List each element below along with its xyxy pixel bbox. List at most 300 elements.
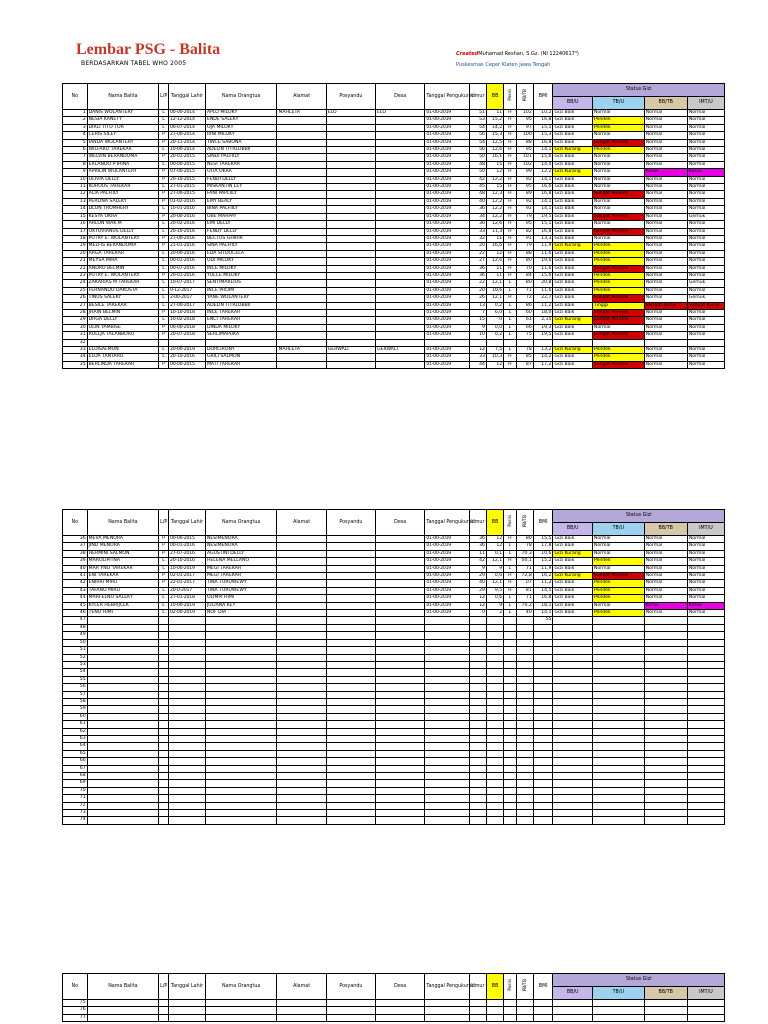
cell-bb xyxy=(486,676,503,683)
cell-pbtb: 60 xyxy=(516,309,533,316)
cell-bbtb: Kurus xyxy=(644,169,687,176)
cell-posisi: H xyxy=(504,536,516,543)
cell-pbtb: 07 xyxy=(516,580,533,587)
cell-lp: P xyxy=(159,139,169,146)
cell-bbtb xyxy=(644,1014,687,1021)
cell-umur: 29 xyxy=(469,587,486,594)
cell-nama-orangtua: FENDI DELLY xyxy=(205,176,276,183)
table-row xyxy=(63,206,725,213)
cell-posyandu xyxy=(326,191,375,198)
cell-posisi xyxy=(504,1014,516,1021)
cell-imtu: Normal xyxy=(687,354,724,361)
cell-bmi: 14,5 xyxy=(533,587,553,594)
cell-pbtb: 81 xyxy=(516,587,533,594)
cell-bb: 0,0 xyxy=(486,324,503,331)
cell-posyandu xyxy=(326,302,375,309)
cell-bb: 12 xyxy=(486,169,503,176)
cell-desa xyxy=(376,221,425,228)
cell-bmi xyxy=(533,624,553,631)
cell-imtu: Normal xyxy=(687,536,724,543)
cell-desa xyxy=(376,317,425,324)
cell-umur: 22 xyxy=(469,280,486,287)
cell-nama-orangtua xyxy=(205,654,276,661)
cell-tanggal-lahir: 00-01-2016 xyxy=(168,258,205,265)
cell-posyandu xyxy=(326,773,375,780)
cell-desa xyxy=(376,669,425,676)
cell-nama-orangtua: TINA TURUWEWY xyxy=(205,587,276,594)
cell-tanggal-pengukuran xyxy=(425,624,469,631)
col-alamat: Alamat xyxy=(277,510,326,536)
cell-desa xyxy=(376,684,425,691)
cell-no: 19 xyxy=(63,243,88,250)
cell-desa xyxy=(376,728,425,735)
cell-nama-orangtua: YANE WOLANTERY xyxy=(205,295,276,302)
cell-nama-orangtua xyxy=(205,817,276,824)
cell-bbtb: Normal xyxy=(644,191,687,198)
cell-bbtb: Kurus xyxy=(644,602,687,609)
table-row xyxy=(63,1007,725,1014)
cell-tanggal-pengukuran xyxy=(425,1014,469,1021)
cell-imtu xyxy=(687,817,724,824)
cell-posyandu xyxy=(326,287,375,294)
cell-lp xyxy=(159,339,169,346)
cell-desa xyxy=(376,339,425,346)
cell-nama-orangtua xyxy=(205,617,276,624)
cell-bbu: Gizi Baik xyxy=(553,302,592,309)
cell-nama-orangtua: OBE MARPAY xyxy=(205,213,276,220)
cell-alamat xyxy=(277,309,326,316)
table-row xyxy=(63,698,725,705)
cell-nama-balita xyxy=(87,1000,158,1007)
cell-umur: 50 xyxy=(469,169,486,176)
cell-no: 32 xyxy=(63,339,88,346)
cell-tanggal-pengukuran: 01-00-2019 xyxy=(425,154,469,161)
cell-no: 23 xyxy=(63,272,88,279)
cell-pbtb xyxy=(516,684,533,691)
cell-nama-balita xyxy=(87,743,158,750)
cell-posyandu xyxy=(326,1014,375,1021)
cell-tanggal-pengukuran xyxy=(425,661,469,668)
cell-posisi: H xyxy=(504,110,516,117)
cell-umur: 36 xyxy=(469,272,486,279)
cell-tanggal-lahir xyxy=(168,661,205,668)
col-alamat: Alamat xyxy=(277,974,326,1000)
cell-imtu: Normal xyxy=(687,161,724,168)
table-row xyxy=(63,191,725,198)
cell-bmi xyxy=(533,669,553,676)
cell-alamat xyxy=(277,124,326,131)
cell-bb xyxy=(486,810,503,817)
cell-tbu: Pendek xyxy=(592,272,644,279)
cell-posyandu xyxy=(326,610,375,617)
cell-bb: 15 xyxy=(486,161,503,168)
cell-tanggal-pengukuran: 01-00-2019 xyxy=(425,602,469,609)
cell-no: 22 xyxy=(63,265,88,272)
cell-tbu: Sangat Pendek xyxy=(592,361,644,368)
cell-nama-balita xyxy=(87,802,158,809)
cell-tbu xyxy=(592,773,644,780)
cell-tanggal-lahir: 20-00-2016 xyxy=(168,250,205,257)
cell-lp: L xyxy=(159,595,169,602)
cell-nama-balita: ENIRRI MIRU xyxy=(87,580,158,587)
cell-tbu xyxy=(592,624,644,631)
cell-bbtb: Normal xyxy=(644,543,687,550)
cell-bmi xyxy=(533,728,553,735)
cell-tbu xyxy=(592,698,644,705)
cell-nama-orangtua: FANI PAPLIILY xyxy=(205,191,276,198)
cell-pbtb: 101 xyxy=(516,154,533,161)
cell-bb xyxy=(486,339,503,346)
cell-desa xyxy=(376,265,425,272)
cell-bb xyxy=(486,661,503,668)
cell-desa xyxy=(376,817,425,824)
cell-bbu: Gizi Baik xyxy=(553,565,592,572)
cell-nama-balita: OLIVIA DELLY xyxy=(87,176,158,183)
cell-nama-balita: DIRLI TITO TOR xyxy=(87,124,158,131)
cell-no: 42 xyxy=(63,580,88,587)
cell-bmi xyxy=(533,780,553,787)
cell-bbtb: Normal xyxy=(644,161,687,168)
cell-desa xyxy=(376,361,425,368)
cell-bbu: Gizi Baik xyxy=(553,176,592,183)
cell-bbtb: Normal xyxy=(644,610,687,617)
cell-tbu xyxy=(592,728,644,735)
cell-tbu: Pendek xyxy=(592,595,644,602)
col-alamat: Alamat xyxy=(277,84,326,110)
cell-tanggal-lahir: 27-00-2015 xyxy=(168,191,205,198)
cell-lp: P xyxy=(159,243,169,250)
cell-bmi: 10,2 xyxy=(533,110,553,117)
cell-posisi xyxy=(504,787,516,794)
cell-posyandu xyxy=(326,580,375,587)
cell-imtu: Normal xyxy=(687,243,724,250)
cell-nama-orangtua xyxy=(205,765,276,772)
cell-umur: 0 xyxy=(469,610,486,617)
cell-imtu xyxy=(687,691,724,698)
cell-imtu: Normal xyxy=(687,565,724,572)
cell-imtu: Gemuk xyxy=(687,280,724,287)
cell-umur: 36 xyxy=(469,536,486,543)
cell-pbtb xyxy=(516,1007,533,1014)
cell-imtu xyxy=(687,684,724,691)
cell-umur: 51 xyxy=(469,110,486,117)
cell-no: 38 xyxy=(63,550,88,557)
cell-no: 35 xyxy=(63,361,88,368)
table-row xyxy=(63,773,725,780)
cell-pbtb xyxy=(516,1014,533,1021)
cell-posyandu xyxy=(326,691,375,698)
cell-bbu: Gizi Baik xyxy=(553,265,592,272)
cell-tanggal-lahir xyxy=(168,810,205,817)
cell-bbu xyxy=(553,661,592,668)
cell-desa xyxy=(376,758,425,765)
cell-tanggal-pengukuran: 01-00-2019 xyxy=(425,580,469,587)
cell-bb: 11 xyxy=(486,110,503,117)
cell-alamat: MAHLETA xyxy=(277,347,326,354)
cell-lp xyxy=(159,787,169,794)
page-subtitle: BERDASARKAN TABEL WHO 2005 xyxy=(81,60,187,67)
cell-posyandu xyxy=(326,147,375,154)
cell-posyandu xyxy=(326,728,375,735)
cell-bbtb: Normal xyxy=(644,110,687,117)
cell-imtu: Normal xyxy=(687,550,724,557)
cell-posisi: H xyxy=(504,295,516,302)
cell-imtu xyxy=(687,765,724,772)
cell-desa xyxy=(376,324,425,331)
table-row xyxy=(63,647,725,654)
cell-tanggal-lahir: 21-01-2016 xyxy=(168,243,205,250)
cell-pbtb: 79 xyxy=(516,243,533,250)
cell-posyandu xyxy=(326,743,375,750)
cell-no: 73 xyxy=(63,810,88,817)
cell-bbu: Gizi Baik xyxy=(553,228,592,235)
cell-imtu: Normal xyxy=(687,206,724,213)
table-row xyxy=(63,184,725,191)
cell-tanggal-pengukuran xyxy=(425,669,469,676)
cell-posisi: H xyxy=(504,258,516,265)
cell-no: 33 xyxy=(63,347,88,354)
table-row xyxy=(63,684,725,691)
cell-no: 7 xyxy=(63,154,88,161)
cell-tanggal-pengukuran xyxy=(425,787,469,794)
cell-nama-balita xyxy=(87,817,158,824)
table-row xyxy=(63,617,725,624)
cell-nama-orangtua: BECTUS GHIRIR xyxy=(205,235,276,242)
cell-tbu: Sangat Pendek xyxy=(592,295,644,302)
cell-pbtb xyxy=(516,728,533,735)
cell-imtu xyxy=(687,787,724,794)
cell-bbu: Gizi Baik xyxy=(553,295,592,302)
cell-tanggal-pengukuran: 01-00-2019 xyxy=(425,198,469,205)
cell-posisi: L xyxy=(504,565,516,572)
cell-posyandu xyxy=(326,250,375,257)
cell-tbu xyxy=(592,647,644,654)
cell-nama-orangtua: INCE MILOKY xyxy=(205,265,276,272)
cell-bmi xyxy=(533,743,553,750)
cell-alamat xyxy=(277,221,326,228)
cell-no: 64 xyxy=(63,743,88,750)
cell-bbu xyxy=(553,698,592,705)
cell-imtu: Sangat Kurus xyxy=(687,302,724,309)
cell-lp: L xyxy=(159,587,169,594)
cell-bb xyxy=(486,691,503,698)
cell-bbtb: Normal xyxy=(644,124,687,131)
cell-pbtb: 80 xyxy=(516,280,533,287)
cell-desa xyxy=(376,354,425,361)
cell-umur: 32 xyxy=(469,235,486,242)
cell-tanggal-pengukuran xyxy=(425,780,469,787)
cell-bbtb: Normal xyxy=(644,265,687,272)
cell-bbtb xyxy=(644,795,687,802)
cell-bmi xyxy=(533,339,553,346)
cell-bmi: 15,3 xyxy=(533,132,553,139)
cell-nama-balita: KOROUS TAREKAR xyxy=(87,184,158,191)
cell-imtu xyxy=(687,669,724,676)
cell-bbtb: Normal xyxy=(644,587,687,594)
cell-bb: 2 xyxy=(486,610,503,617)
table-row xyxy=(63,295,725,302)
cell-lp: P xyxy=(159,191,169,198)
cell-bbu: Gizi Baik xyxy=(553,110,592,117)
table-row xyxy=(63,817,725,824)
cell-posisi: H xyxy=(504,221,516,228)
cell-lp xyxy=(159,750,169,757)
cell-desa xyxy=(376,632,425,639)
cell-tanggal-pengukuran: 01-00-2019 xyxy=(425,361,469,368)
cell-umur: 54 xyxy=(469,139,486,146)
cell-bbu xyxy=(553,1000,592,1007)
cell-tanggal-pengukuran: 01-00-2019 xyxy=(425,332,469,339)
cell-bmi xyxy=(533,713,553,720)
cell-bmi: 15,6 xyxy=(533,272,553,279)
cell-tanggal-pengukuran: 01-00-2019 xyxy=(425,573,469,580)
cell-bbtb: Normal xyxy=(644,332,687,339)
cell-lp: L xyxy=(159,565,169,572)
cell-umur xyxy=(469,706,486,713)
cell-umur: 56 xyxy=(469,132,486,139)
col-no: No xyxy=(63,974,88,1000)
cell-no: 11 xyxy=(63,184,88,191)
cell-bmi xyxy=(533,787,553,794)
cell-pbtb xyxy=(516,802,533,809)
cell-posisi: H xyxy=(504,265,516,272)
cell-no: 20 xyxy=(63,250,88,257)
cell-bbu: Gizi Baik xyxy=(553,287,592,294)
cell-alamat xyxy=(277,1007,326,1014)
cell-nama-orangtua: MEGI TAREKAR xyxy=(205,573,276,580)
cell-desa xyxy=(376,287,425,294)
cell-bbu: Gizi Kurang xyxy=(553,243,592,250)
col-umur: Umur xyxy=(469,510,486,536)
cell-nama-orangtua xyxy=(205,661,276,668)
cell-tanggal-pengukuran: 01-00-2019 xyxy=(425,243,469,250)
table-row xyxy=(63,610,725,617)
cell-alamat xyxy=(277,228,326,235)
table-row xyxy=(63,198,725,205)
cell-umur xyxy=(469,802,486,809)
cell-bbtb: Normal xyxy=(644,132,687,139)
cell-alamat xyxy=(277,339,326,346)
cell-bmi: 19,5 xyxy=(533,332,553,339)
cell-nama-orangtua: SENTIMARLIUS xyxy=(205,280,276,287)
cell-pbtb: 88 xyxy=(516,250,533,257)
cell-pbtb xyxy=(516,758,533,765)
cell-pbtb: 00,1 xyxy=(516,558,533,565)
cell-tbu: Pendek xyxy=(592,258,644,265)
cell-imtu xyxy=(687,624,724,631)
col-bb: BB xyxy=(486,510,503,536)
cell-bb xyxy=(486,750,503,757)
cell-posyandu xyxy=(326,617,375,624)
table-row xyxy=(63,624,725,631)
cell-posisi: H xyxy=(504,250,516,257)
cell-bb xyxy=(486,795,503,802)
col-lp: L/P xyxy=(159,974,169,1000)
cell-nama-orangtua xyxy=(205,1000,276,1007)
cell-imtu xyxy=(687,639,724,646)
cell-nama-orangtua xyxy=(205,795,276,802)
table-row xyxy=(63,728,725,735)
creator-name: Muhamad Reshan, S.Gz. (NI 12240617³) xyxy=(478,51,579,57)
cell-posyandu: GERWALI xyxy=(326,347,375,354)
cell-no: 36 xyxy=(63,536,88,543)
cell-desa xyxy=(376,302,425,309)
cell-no: 39 xyxy=(63,558,88,565)
cell-lp xyxy=(159,698,169,705)
cell-imtu: Normal xyxy=(687,198,724,205)
col-umur: Umur xyxy=(469,974,486,1000)
cell-imtu: Normal xyxy=(687,117,724,124)
col-imtu: IMT/U xyxy=(687,523,724,536)
cell-bbu: Gizi Baik xyxy=(553,602,592,609)
cell-imtu: Normal xyxy=(687,610,724,617)
cell-no: 45 xyxy=(63,602,88,609)
cell-tanggal-pengukuran: 01-00-2019 xyxy=(425,354,469,361)
cell-nama-orangtua xyxy=(205,706,276,713)
cell-bmi xyxy=(533,810,553,817)
cell-tanggal-lahir xyxy=(168,706,205,713)
cell-tanggal-lahir xyxy=(168,639,205,646)
cell-tbu: Pendek xyxy=(592,280,644,287)
cell-umur: 12 xyxy=(469,595,486,602)
table-row xyxy=(63,565,725,572)
cell-no: 16 xyxy=(63,221,88,228)
cell-no: 27 xyxy=(63,302,88,309)
cell-tanggal-lahir xyxy=(168,1000,205,1007)
cell-posisi xyxy=(504,647,516,654)
cell-nama-balita: TAFANO MIRU xyxy=(87,587,158,594)
table-row xyxy=(63,543,725,550)
cell-imtu xyxy=(687,713,724,720)
psg-table-1 xyxy=(62,83,725,369)
cell-tanggal-pengukuran: 01-00-2019 xyxy=(425,184,469,191)
cell-tbu: Normal xyxy=(592,154,644,161)
cell-tanggal-lahir xyxy=(168,817,205,824)
cell-no: 25 xyxy=(63,287,88,294)
cell-tanggal-pengukuran xyxy=(425,750,469,757)
cell-tbu: Normal xyxy=(592,602,644,609)
cell-no: 52 xyxy=(63,654,88,661)
cell-imtu: Normal xyxy=(687,221,724,228)
cell-imtu: Normal xyxy=(687,228,724,235)
cell-umur xyxy=(469,647,486,654)
cell-alamat xyxy=(277,573,326,580)
cell-pbtb: 88 xyxy=(516,139,533,146)
cell-bmi xyxy=(533,765,553,772)
col-posyandu: Posyandu xyxy=(326,510,375,536)
cell-umur xyxy=(469,810,486,817)
cell-bb: 12,2 xyxy=(486,213,503,220)
cell-tbu: Pendek xyxy=(592,250,644,257)
cell-imtu xyxy=(687,795,724,802)
cell-tanggal-pengukuran: 01-00-2019 xyxy=(425,558,469,565)
cell-tbu xyxy=(592,339,644,346)
cell-bmi: 15,6 xyxy=(533,154,553,161)
cell-posisi xyxy=(504,758,516,765)
cell-umur xyxy=(469,735,486,742)
cell-no: 28 xyxy=(63,309,88,316)
cell-desa xyxy=(376,147,425,154)
cell-bbtb: Normal xyxy=(644,117,687,124)
cell-bbtb xyxy=(644,676,687,683)
cell-lp: L xyxy=(159,147,169,154)
cell-bbu xyxy=(553,750,592,757)
cell-posisi: H xyxy=(504,243,516,250)
cell-pbtb xyxy=(516,713,533,720)
cell-umur: 56 xyxy=(469,147,486,154)
cell-nama-balita xyxy=(87,698,158,705)
table-row xyxy=(63,139,725,146)
